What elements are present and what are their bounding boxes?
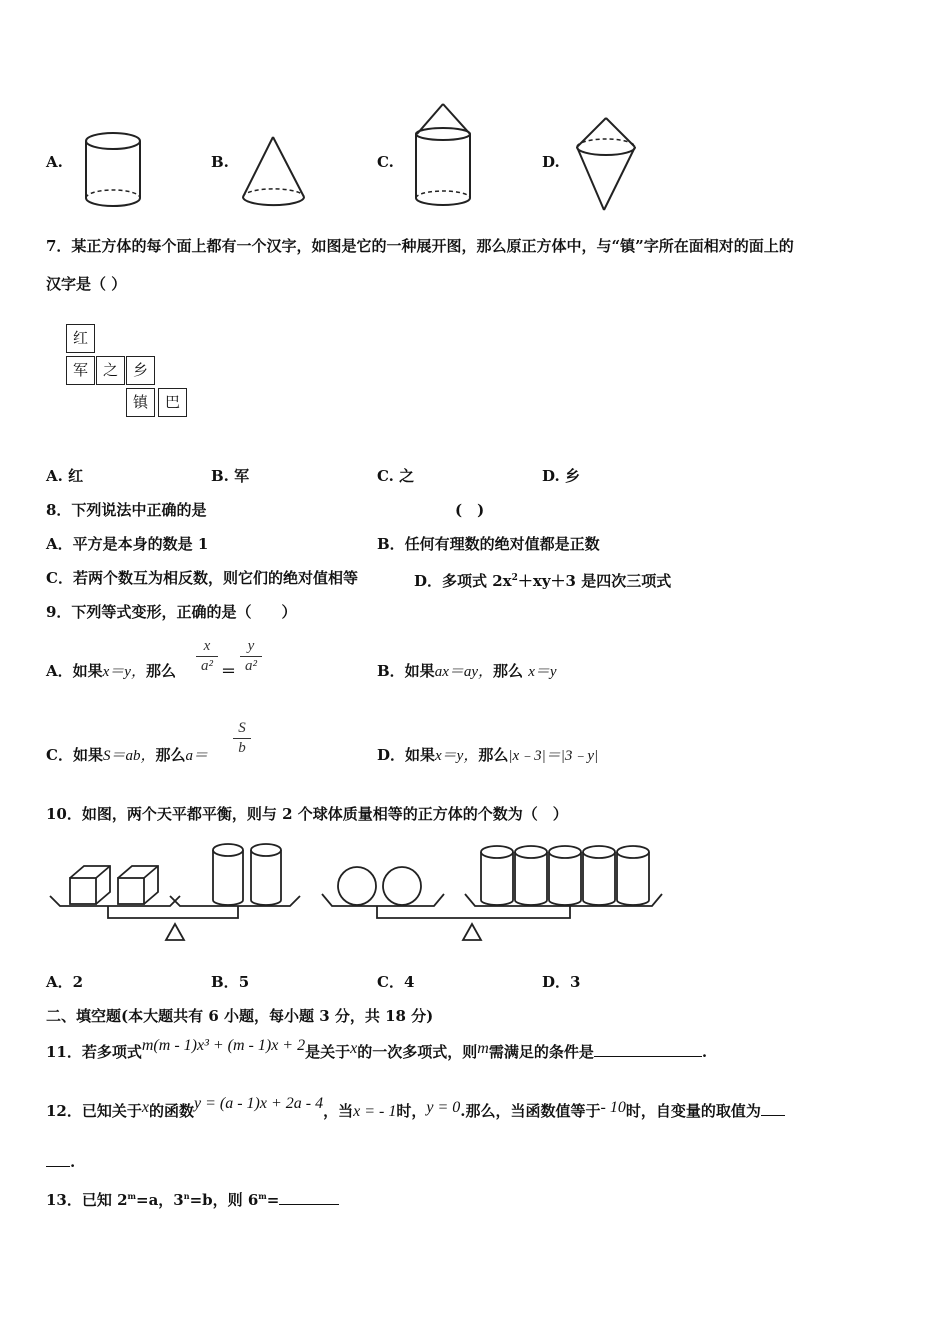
q7-option-c: C. 之 bbox=[377, 467, 415, 485]
q8-option-a: A．平方是本身的数是 1 bbox=[46, 535, 209, 553]
q11-polynomial: m(m - 1)x³ + (m - 1)x + 2 bbox=[141, 1037, 306, 1054]
net-cell-zhi: 之 bbox=[96, 356, 125, 385]
net-cell-xiang: 乡 bbox=[126, 356, 155, 385]
q7-option-b: B. 军 bbox=[211, 467, 250, 485]
double-cone-icon bbox=[573, 115, 643, 215]
q10-option-d: D．3 bbox=[542, 973, 581, 991]
q7-stem-line1: 7．某正方体的每个面上都有一个汉字，如图是它的一种展开图，那么原正方体中，与“镇”字所在面相对的面上的 bbox=[46, 237, 794, 255]
q9-option-a: A．如果x＝y，那么 bbox=[46, 662, 176, 680]
q9-option-b: B．如果ax＝ay，那么 x＝y bbox=[377, 662, 557, 680]
q12-answer-blank-continued[interactable]: . bbox=[46, 1152, 75, 1172]
q9-c-fraction: S b bbox=[233, 720, 251, 757]
section-2-title: 二、填空题(本大题共有 6 小题，每小题 3 分，共 18 分) bbox=[46, 1007, 434, 1025]
q6-option-a-label: A. bbox=[46, 153, 63, 171]
q10-option-b: B．5 bbox=[211, 973, 250, 991]
q8-option-c: C．若两个数互为相反数，则它们的绝对值相等 bbox=[46, 569, 358, 587]
q13-stem: 13．已知 $2^m=a$，$3^n=b$，则 $6^m=$ bbox=[46, 1186, 339, 1210]
net-cell-jun: 军 bbox=[66, 356, 95, 385]
q6-option-b-label: B. bbox=[211, 153, 229, 171]
q8-stem: 8．下列说法中正确的是 bbox=[46, 501, 207, 519]
q7-option-a: A. 红 bbox=[46, 467, 84, 485]
q9-a-fraction-2: y a² bbox=[240, 638, 262, 675]
balance-scale-1-figure bbox=[50, 838, 300, 948]
net-cell-hong: 红 bbox=[66, 324, 95, 353]
q8-option-d: D．多项式 $2x^2+xy+3$ 是四次三项式 bbox=[414, 572, 672, 590]
balance-scale-2-figure bbox=[322, 838, 667, 948]
q12-stem: 12．已知关于x的函数y = (a - 1)x + 2a - 4，当x = - 1时，y = 0.那么，当函数值等于- 10时，自变量的取值为 bbox=[46, 1101, 785, 1122]
net-cell-ba: 巴 bbox=[158, 388, 187, 417]
q11-stem: 11．若多项式m(m - 1)x³ + (m - 1)x + 2是关于x的一次多项式，则m需满足的条件是 . bbox=[46, 1037, 708, 1061]
q7-option-d: D. 乡 bbox=[542, 467, 580, 485]
q13-answer-blank[interactable] bbox=[279, 1204, 339, 1205]
q9-option-c: C．如果S＝ab，那么a＝ bbox=[46, 746, 208, 764]
q12-answer-blank[interactable] bbox=[761, 1115, 785, 1116]
q10-option-c: C．4 bbox=[377, 973, 415, 991]
q10-stem: 10．如图，两个天平都平衡，则与 2 个球体质量相等的正方体的个数为（ ） bbox=[46, 805, 568, 823]
q6-option-d-label: D. bbox=[542, 153, 560, 171]
cylinder-icon bbox=[80, 128, 150, 213]
q9-stem: 9．下列等式变形，正确的是（ ） bbox=[46, 603, 297, 621]
q12-function: y = (a - 1)x + 2a - 4 bbox=[194, 1095, 324, 1112]
q8-option-b: B．任何有理数的绝对值都是正数 bbox=[377, 535, 600, 553]
net-cell-zhen: 镇 bbox=[126, 388, 155, 417]
q11-answer-blank[interactable] bbox=[594, 1056, 702, 1057]
q9-a-equals: ＝ bbox=[221, 662, 237, 680]
q6-option-c-label: C. bbox=[377, 153, 394, 171]
cone-icon bbox=[240, 135, 310, 210]
q9-a-fraction-1: x a² bbox=[196, 638, 218, 675]
q9-option-d: D．如果x＝y，那么|x﹣3|＝|3﹣y| bbox=[377, 746, 599, 764]
cylinder-with-cone-icon bbox=[412, 102, 482, 212]
q7-stem-line2: 汉字是（ ） bbox=[46, 275, 127, 293]
q8-answer-paren: ( ) bbox=[455, 501, 485, 519]
q10-option-a: A．2 bbox=[46, 973, 84, 991]
